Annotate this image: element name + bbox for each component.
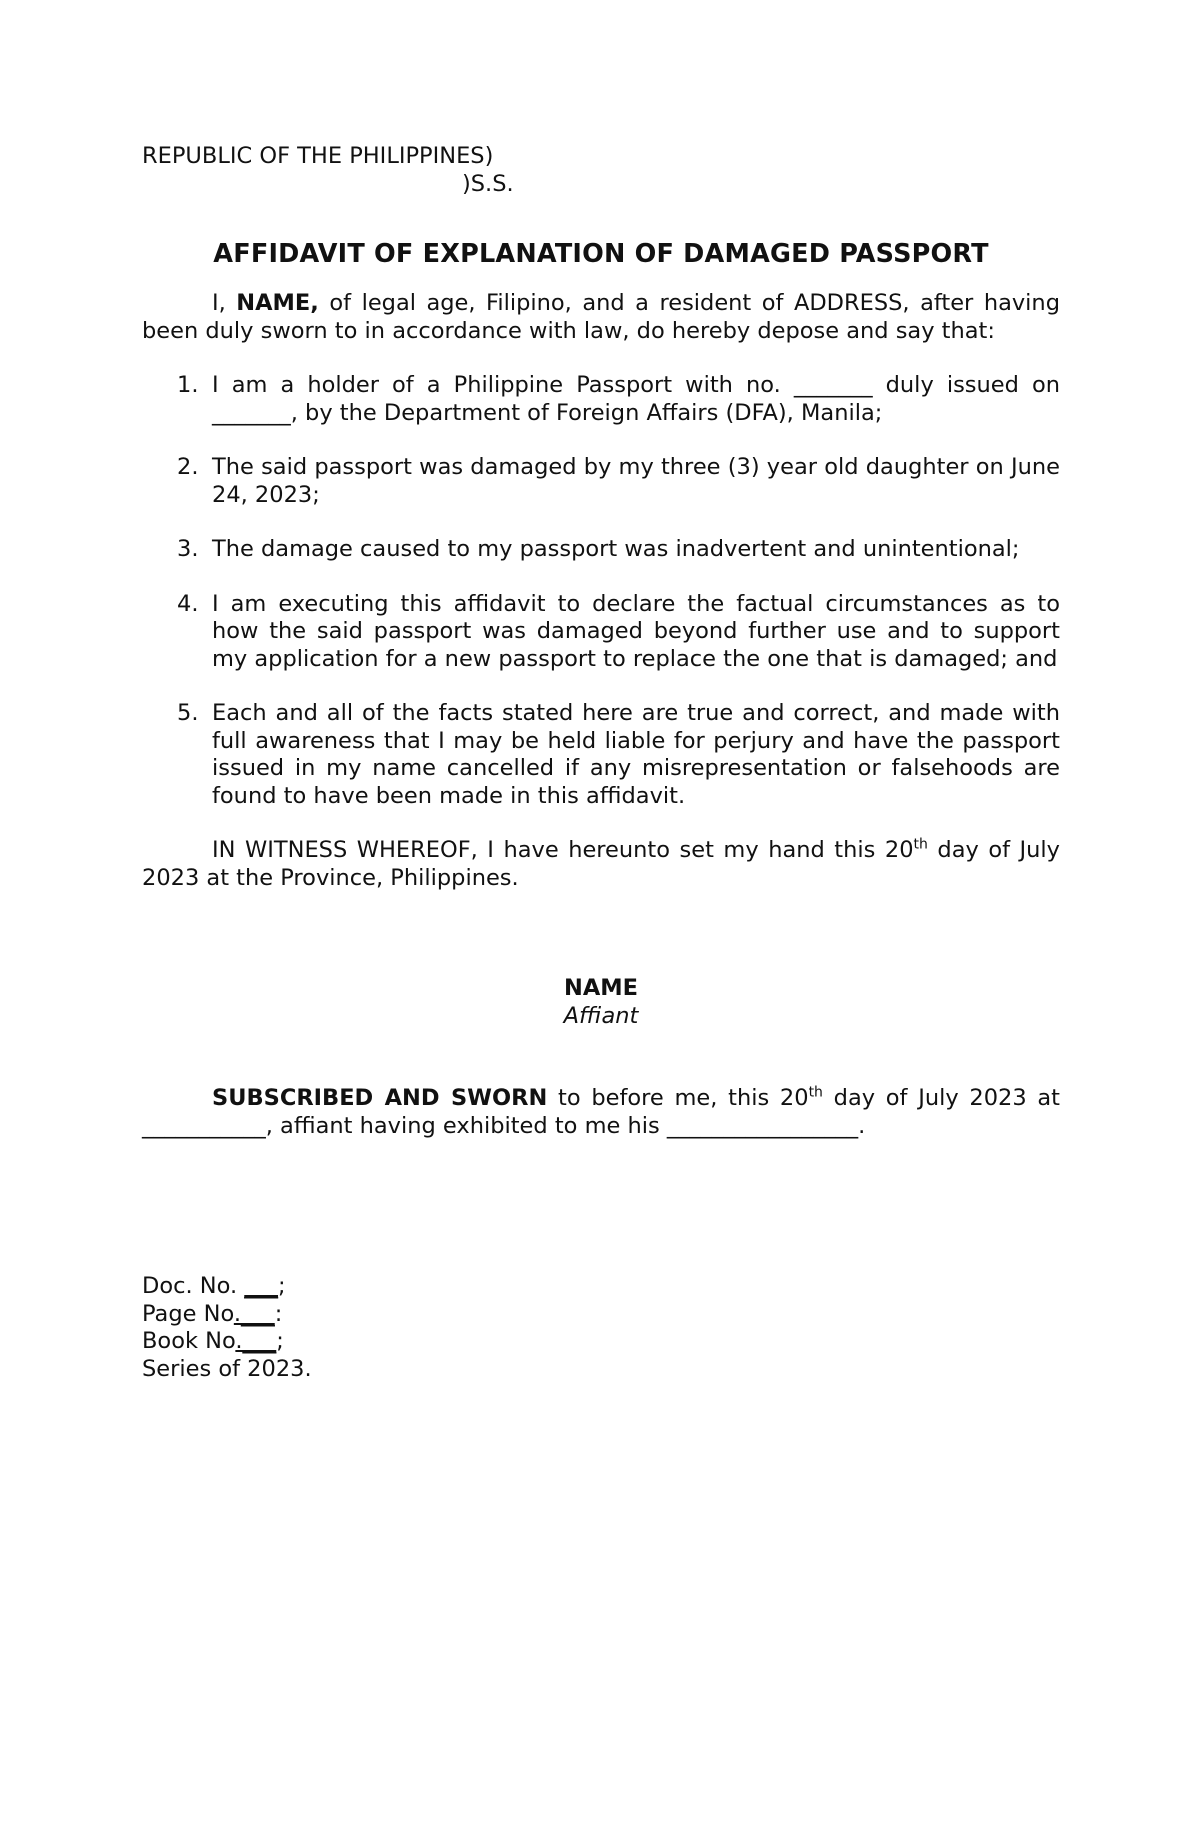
list-item-number: 3. [177, 536, 199, 562]
list-item [142, 591, 1060, 674]
jurat-text-before: to before me, this 20 [547, 1085, 809, 1111]
list-item [142, 372, 1060, 427]
document-title: AFFIDAVIT OF EXPLANATION OF DAMAGED PASSPORT [213, 239, 989, 269]
list-item-text: Each and all of the facts stated here are true and correct, and made with full awareness that I may be held liable for perjury and have the passport issued in my name cancelled if any misrepresentation or falsehoods are found to have been made in this affidavit. [212, 700, 1060, 809]
page-no-label: Page No [142, 1300, 234, 1327]
jurat-text-after: day of July 2023 at ___________, affiant having exhibited to me his _________________. [142, 1085, 1061, 1139]
book-no-blank: .___ [235, 1328, 277, 1354]
notarial-register [142, 1273, 1060, 1383]
jurat-paragraph [142, 1085, 1060, 1140]
witness-text-before: IN WITNESS WHEREOF, I have hereunto set my hand this 20 [212, 837, 914, 863]
page-no-blank: .___ [233, 1300, 275, 1327]
list-item [142, 536, 1060, 564]
list-item-number: 2. [177, 454, 199, 480]
jurat-heading: SUBSCRIBED AND SWORN [212, 1085, 548, 1111]
venue-line-2: )S.S. [462, 170, 514, 197]
doc-no-end: ; [278, 1273, 286, 1299]
page-no-line [142, 1301, 1060, 1329]
document-page [142, 143, 1060, 1383]
list-item [142, 700, 1060, 810]
intro-paragraph [142, 290, 1060, 345]
signature-name: NAME [563, 975, 638, 1001]
list-item-text: The said passport was damaged by my three (3) year old daughter on June 24, 2023; [212, 454, 1060, 508]
doc-no-line [142, 1273, 1060, 1301]
list-item-number: 1. [177, 372, 199, 398]
book-no-line [142, 1328, 1060, 1356]
series-line: Series of 2023. [142, 1355, 312, 1382]
statements-list [142, 372, 1060, 810]
doc-no-blank: ___ [244, 1273, 279, 1299]
doc-no-label: Doc. No. [142, 1273, 245, 1299]
list-item [142, 454, 1060, 509]
list-item-number: 5. [177, 700, 199, 726]
signature-block [142, 975, 1060, 1030]
intro-prefix: I, [212, 290, 237, 316]
book-no-end: ; [276, 1328, 284, 1354]
book-no-label: Book No [142, 1328, 236, 1354]
list-item-text: I am executing this affidavit to declare the factual circumstances as to how the said passport was damaged beyond further use and to support my application for a new passport to replace the one that is damaged; and [212, 590, 1060, 672]
list-item-text: I am a holder of a Philippine Passport with no. _______ duly issued on _______, by the Department of Foreign Affairs (DFA), Manila; [212, 372, 1060, 426]
witness-paragraph [142, 837, 1060, 892]
witness-text-after: day of July 2023 at the Province, Philippines. [142, 837, 1060, 891]
intro-text: of legal age, Filipino, and a resident of ADDRESS, after having been duly sworn to in accordance with law, do hereby depose and say that: [142, 290, 1060, 344]
witness-ordinal-suffix: th [913, 836, 928, 853]
venue-line-1: REPUBLIC OF THE PHILIPPINES) [142, 143, 494, 169]
jurat-ordinal-suffix: th [808, 1084, 823, 1101]
list-item-number: 4. [177, 590, 199, 617]
signature-role: Affiant [563, 1002, 639, 1029]
list-item-text: The damage caused to my passport was inadvertent and unintentional; [212, 536, 1020, 562]
affiant-name: NAME, [236, 290, 319, 316]
page-no-end: : [274, 1300, 283, 1327]
